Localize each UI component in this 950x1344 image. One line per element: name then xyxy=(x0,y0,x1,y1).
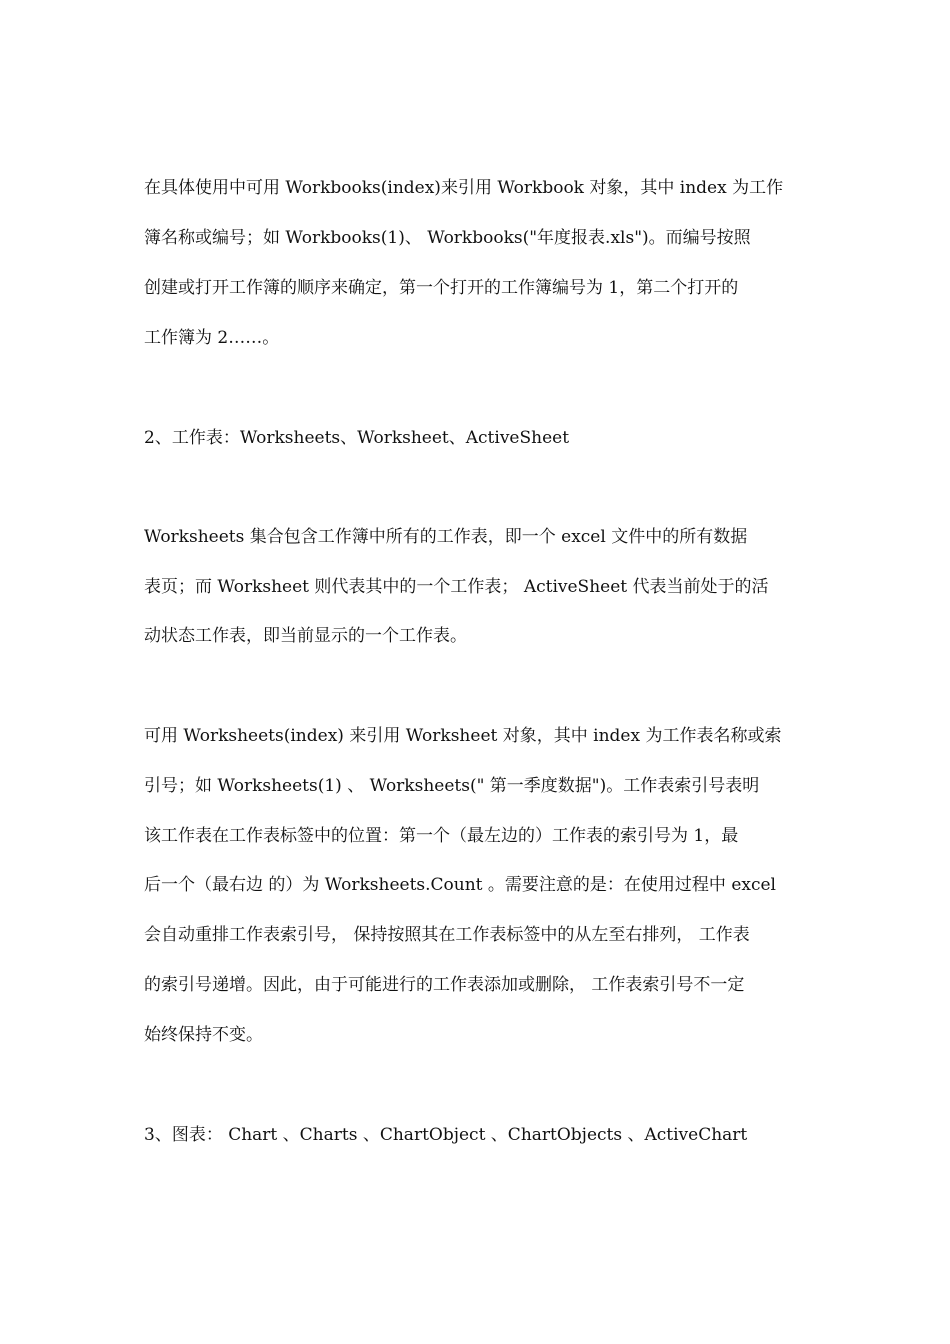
paragraph-3-line-4: 后一个（最右边 的）为 Worksheets.Count 。需要注意的是：在使用过程中 excel xyxy=(144,875,776,895)
section-heading-charts: 3、图表： Chart 、Charts 、ChartObject 、ChartObjects 、ActiveChart xyxy=(144,1125,748,1145)
paragraph-2-line-3: 动状态工作表，即当前显示的一个工作表。 xyxy=(144,626,467,646)
section-heading-worksheets: 2、工作表：Worksheets、Worksheet、ActiveSheet xyxy=(144,428,570,448)
paragraph-1-line-3: 创建或打开工作簿的顺序来确定，第一个打开的工作簿编号为 1，第二个打开的 xyxy=(144,278,739,298)
paragraph-1-line-1: 在具体使用中可用 Workbooks(index)来引用 Workbook 对象，其中 index 为工作 xyxy=(144,178,784,198)
paragraph-1-line-4: 工作簿为 2……。 xyxy=(144,328,280,348)
paragraph-3-line-5: 会自动重排工作表索引号， 保持按照其在工作表标签中的从左至右排列， 工作表 xyxy=(144,925,750,945)
paragraph-3-line-6: 的索引号递增。因此，由于可能进行的工作表添加或删除， 工作表索引号不一定 xyxy=(144,975,745,995)
paragraph-3-line-1: 可用 Worksheets(index) 来引用 Worksheet 对象，其中 index 为工作表名称或索 xyxy=(144,726,782,746)
paragraph-3-line-3: 该工作表在工作表标签中的位置：第一个（最左边的）工作表的索引号为 1，最 xyxy=(144,826,739,846)
paragraph-2-line-1: Worksheets 集合包含工作簿中所有的工作表，即一个 excel 文件中的所有数据 xyxy=(144,527,748,547)
paragraph-3-line-2: 引号；如 Worksheets(1) 、 Worksheets(" 第一季度数据")。工作表索引号表明 xyxy=(144,776,760,796)
paragraph-2-line-2: 表页；而 Worksheet 则代表其中的一个工作表； ActiveSheet 代表当前处于的活 xyxy=(144,577,769,597)
paragraph-1-line-2: 簿名称或编号；如 Workbooks(1)、 Workbooks("年度报表.xls")。而编号按照 xyxy=(144,228,751,248)
paragraph-3-line-7: 始终保持不变。 xyxy=(144,1025,263,1045)
